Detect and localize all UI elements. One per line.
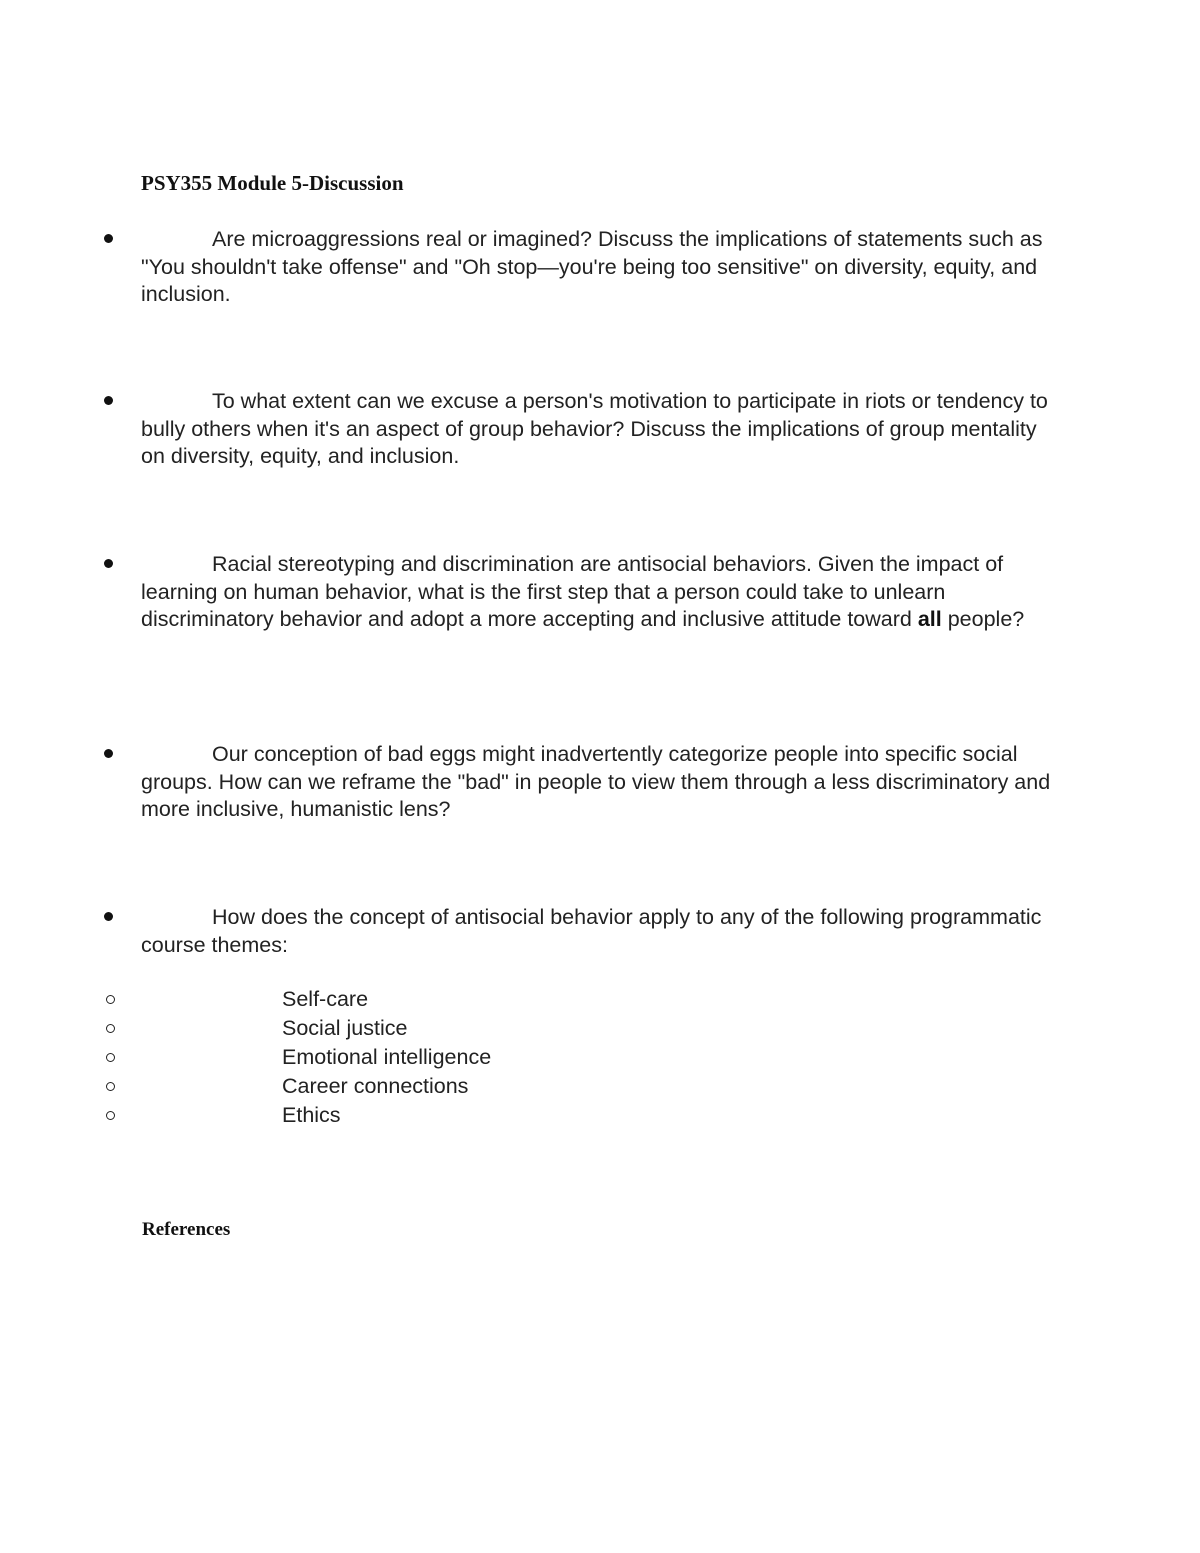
circle-bullet-icon xyxy=(106,1024,115,1033)
circle-bullet-icon xyxy=(106,995,115,1004)
theme-item xyxy=(0,1102,1200,1131)
theme-item xyxy=(0,1015,1200,1044)
question-text: Our conception of bad eggs might inadvertently categorize people into specific social groups. How can we reframe the "bad" in people to view them through a less discriminatory and more inclusive, humanistic lens? xyxy=(141,742,1051,821)
question-text: Are microaggressions real or imagined? Discuss the implications of statements such as "You shouldn't take offense" and "Oh stop—you're being too sensitive" on diversity, equity, and inclusion. xyxy=(141,227,1043,306)
references-heading: References xyxy=(142,1219,231,1240)
theme-label: Career connections xyxy=(282,1074,469,1098)
bullet-icon xyxy=(104,912,113,921)
question-text-part: people? xyxy=(941,607,1025,631)
document-title: PSY355 Module 5-Discussion xyxy=(141,171,404,195)
circle-bullet-icon xyxy=(106,1053,115,1062)
question-text xyxy=(141,551,1066,634)
theme-label: Social justice xyxy=(282,1016,408,1040)
emphasis-text: all xyxy=(917,607,942,631)
question-text-part: Racial stereotyping and discrimination are antisocial behaviors. Given the impact of learning on human behavior, what is the first step that a person could take to unlearn discriminatory behavior and adopt a more accepting and inclusive attitude toward xyxy=(141,552,1004,631)
bullet-icon xyxy=(104,559,113,568)
theme-item xyxy=(0,1073,1200,1102)
theme-item xyxy=(0,986,1200,1015)
theme-label: Emotional intelligence xyxy=(282,1045,492,1069)
bullet-icon xyxy=(104,396,113,405)
bullet-icon xyxy=(104,749,113,758)
circle-bullet-icon xyxy=(106,1082,115,1091)
theme-item xyxy=(0,1044,1200,1073)
theme-label: Ethics xyxy=(282,1103,341,1127)
question-text: How does the concept of antisocial behavior apply to any of the following programmatic course themes: xyxy=(141,905,1042,957)
circle-bullet-icon xyxy=(106,1111,115,1120)
question-text: To what extent can we excuse a person's motivation to participate in riots or tendency to bully others when it's an aspect of group behavior? Discuss the implications of group mentality on diversity, equity, and inclusion. xyxy=(141,389,1048,468)
theme-label: Self-care xyxy=(282,987,369,1011)
bullet-icon xyxy=(104,234,113,243)
